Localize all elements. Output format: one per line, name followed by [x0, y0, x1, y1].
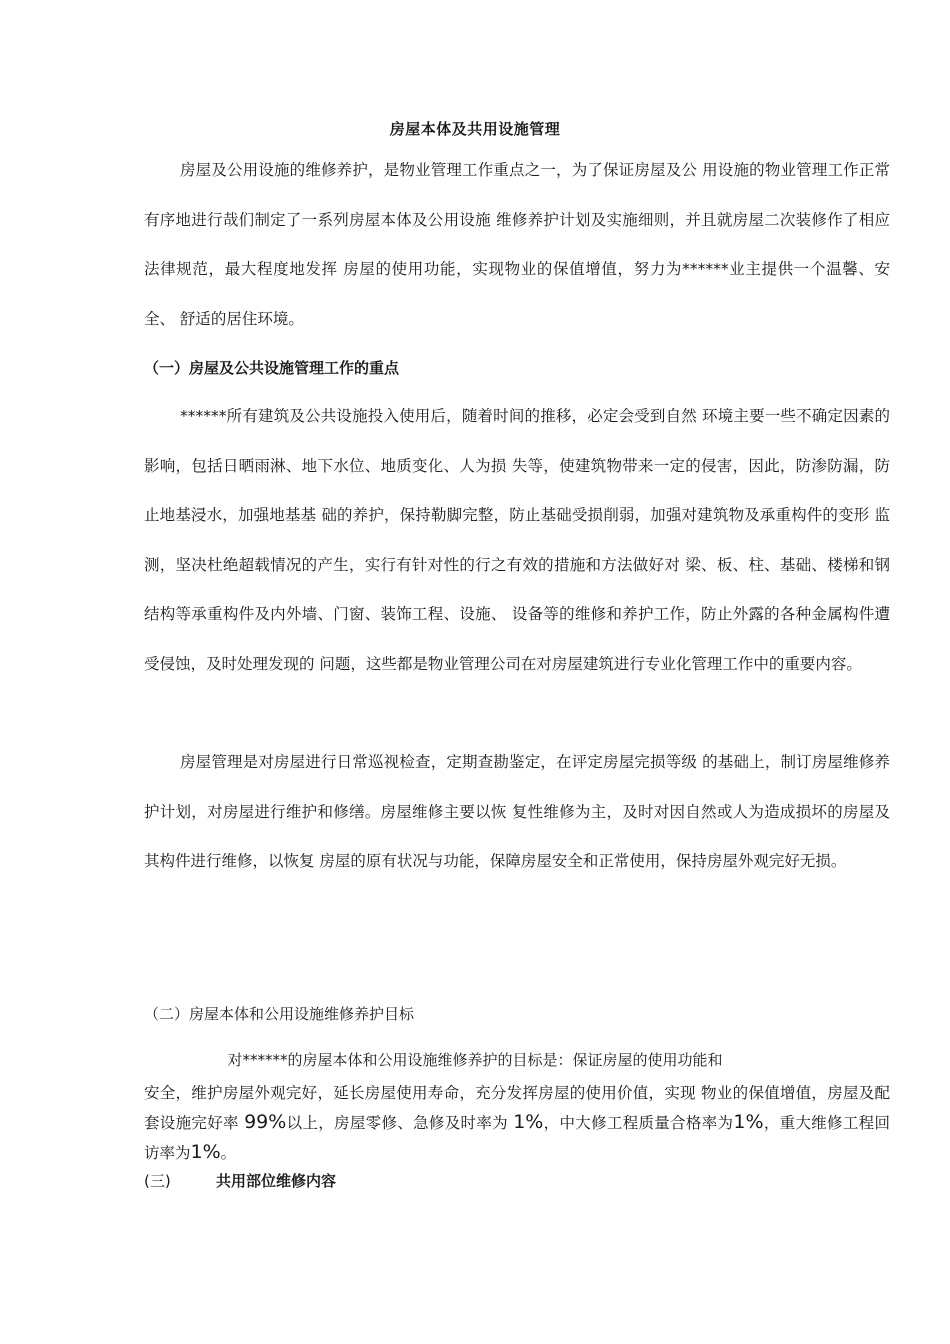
rate-repair-timely: 1%	[513, 1111, 544, 1133]
section-2-text-a: 安全，维护房屋外观完好，延长房屋使用寿命，充分发挥房屋的使用价值，实现 物业的保值增值，房屋及配套设施完好率	[144, 1084, 890, 1132]
section-2-text-c: ，中大修工程质量合格率为	[543, 1114, 734, 1132]
section-2-intro-line: 对******的房屋本体和公用设施维修养护的目标是：保证房屋的使用功能和	[227, 1051, 723, 1069]
section-3-title: 共用部位维修内容	[216, 1172, 337, 1190]
rate-intact: 99%	[244, 1111, 287, 1133]
section-2-body	[144, 1079, 890, 1168]
rate-revisit: 1%	[190, 1141, 221, 1163]
intro-paragraph: 房屋及公用设施的维修养护，是物业管理工作重点之一，为了保证房屋及公 用设施的物业管理工作正常有序地进行哉们制定了一系列房屋本体及公用设施 维修养护计划及实施细则，并且就房屋二次装修作了相应法律规范，最大程度地发挥 房屋的使用功能，实现物业的保值增值，努力为******业主提供一个温馨、安全、 舒适的居住环境。	[144, 161, 890, 328]
section-2-text-d: ，重大维修工程回访率为	[144, 1114, 890, 1162]
section-2-text-b: 以上，房屋零修、急修及时率为	[286, 1114, 514, 1132]
page-title: 房屋本体及共用设施管理	[389, 120, 561, 138]
section-2-heading: （二）房屋本体和公用设施维修养护目标	[144, 1005, 415, 1023]
section-1-paragraph-2: 房屋管理是对房屋进行日常巡视检查，定期查勘鉴定，在评定房屋完损等级 的基础上，制订房屋维修养护计划，对房屋进行维护和修缮。房屋维修主要以恢 复性维修为主，及时对因自然或人为造成损坏的房屋及其构件进行维修，以恢复 房屋的原有状况与功能，保障房屋安全和正常使用，保持房屋外观完好无损。	[144, 753, 890, 870]
section-1-paragraph-1: ******所有建筑及公共设施投入使用后，随着时间的推移，必定会受到自然 环境主要一些不确定因素的影响，包括日晒雨淋、地下水位、地质变化、人为损 失等，使建筑物带来一定的侵害，因此，防渗防漏，防止地基浸水，加强地基基 础的养护，保持勒脚完整，防止基础受损削弱，加强对建筑物及承重构件的变形 监测，坚决杜绝超载情况的产生，实行有针对性的行之有效的措施和方法做好对 梁、板、柱、基础、楼梯和钢结构等承重构件及内外墙、门窗、装饰工程、设施、 设备等的维修和养护工作，防止外露的各种金属构件遭受侵蚀，及时处理发现的 问题，这些都是物业管理公司在对房屋建筑进行专业化管理工作中的重要内容。	[144, 407, 890, 673]
section-2-text-e: 。	[220, 1144, 237, 1162]
section-1-heading: （一）房屋及公共设施管理工作的重点	[144, 359, 400, 377]
rate-quality: 1%	[733, 1111, 764, 1133]
section-3-heading	[144, 1170, 336, 1191]
section-3-number: (三)	[144, 1172, 171, 1190]
